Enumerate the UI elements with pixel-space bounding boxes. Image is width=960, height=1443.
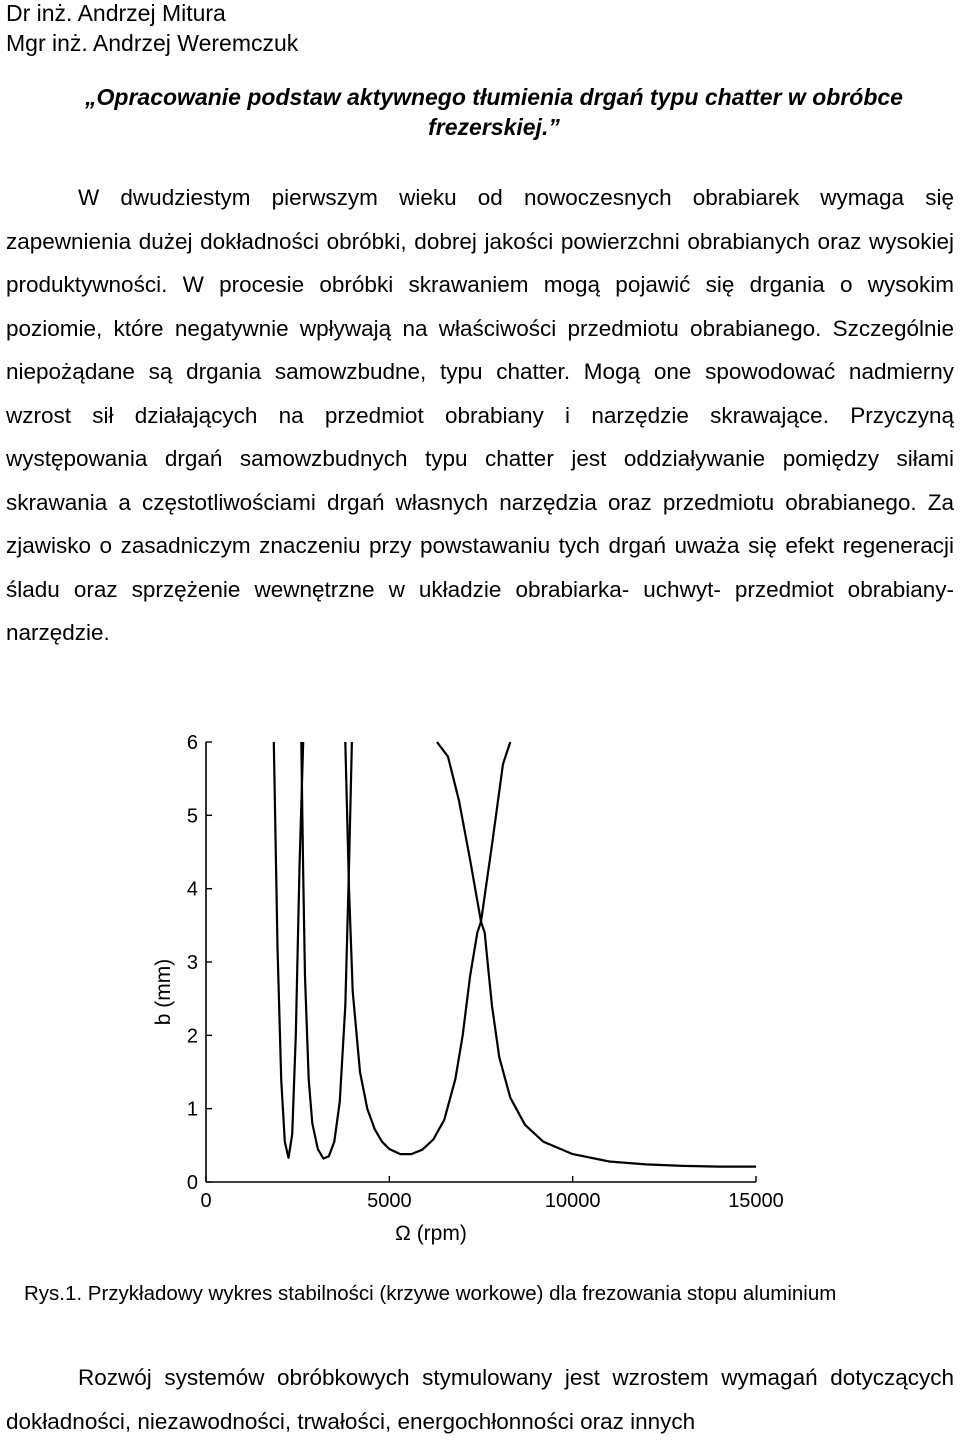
y-axis-label: b (mm) xyxy=(152,958,175,1026)
y-tick-label: 5 xyxy=(186,805,198,828)
y-tick-label: 1 xyxy=(186,1098,198,1121)
x-axis-label: Ω (rpm) xyxy=(395,1222,467,1245)
x-tick-label: 10000 xyxy=(544,1190,601,1212)
x-tick-label: 5000 xyxy=(367,1190,412,1212)
authors-block xyxy=(6,0,298,58)
stability-lobe-3 xyxy=(345,742,756,1167)
y-tick-label: 2 xyxy=(186,1025,198,1048)
paper-title: „Opracowanie podstaw aktywnego tłumienia drgań typu chatter w obróbce frezerskiej.” xyxy=(85,84,903,140)
y-tick-label: 6 xyxy=(186,732,198,754)
stability-lobes-chart xyxy=(150,720,830,1250)
x-tick-label: 15000 xyxy=(728,1190,784,1212)
paragraph-second xyxy=(6,1356,954,1443)
author-2: Mgr inż. Andrzej Weremczuk xyxy=(6,30,299,56)
paragraph-intro-text: W dwudziestym pierwszym wieku od nowoczesnych obrabiarek wymaga się zapewnienia dużej dokładności obróbki, dobrej jakości powierzchni obrabianych oraz wysokiej produktywności. W procesie obróbki skrawaniem mogą pojawić się drgania o wysokim poziomie, które negatywnie wpływają na właściwości przedmiotu obrabianego. Szczególnie niepożądane są drgania samowzbudne, typu chatter. Mogą one spowodować nadmierny wzrost sił działających na przedmiot obrabiany i narzędzie skrawające. Przyczyną występowania drgań samowzbudnych typu chatter jest oddziaływanie pomiędzy siłami skrawania a częstotliwościami drgań własnych narzędzia oraz przedmiotu obrabianego. Za zjawisko o zasadniczym znaczeniu przy powstawaniu tych drgań uważa się efekt regeneracji śladu oraz sprzężenie wewnętrzne w układzie obrabiarka- uchwyt- przedmiot obrabiany- narzędzie. xyxy=(6,185,954,645)
x-tick-label: 0 xyxy=(200,1190,212,1212)
figure-caption: Rys.1. Przykładowy wykres stabilności (krzywe workowe) dla frezowania stopu aluminium xyxy=(24,1282,837,1305)
author-1: Dr inż. Andrzej Mitura xyxy=(6,0,226,26)
chart-axes xyxy=(206,742,756,1182)
paragraph-intro xyxy=(6,176,954,655)
stability-lobe-4 xyxy=(437,742,510,922)
y-tick-label: 3 xyxy=(186,952,198,974)
stability-lobe-1 xyxy=(274,742,303,1158)
chart-ticks xyxy=(187,732,784,1212)
paragraph-second-text: Rozwój systemów obróbkowych stymulowany jest wzrostem wymagań dotyczących dokładności, niezawodności, trwałości, energochłonności oraz innych xyxy=(6,1365,954,1434)
chart-curves xyxy=(274,742,756,1167)
y-tick-label: 0 xyxy=(186,1172,198,1194)
y-tick-label: 4 xyxy=(186,878,198,901)
stability-lobe-2 xyxy=(301,742,352,1159)
